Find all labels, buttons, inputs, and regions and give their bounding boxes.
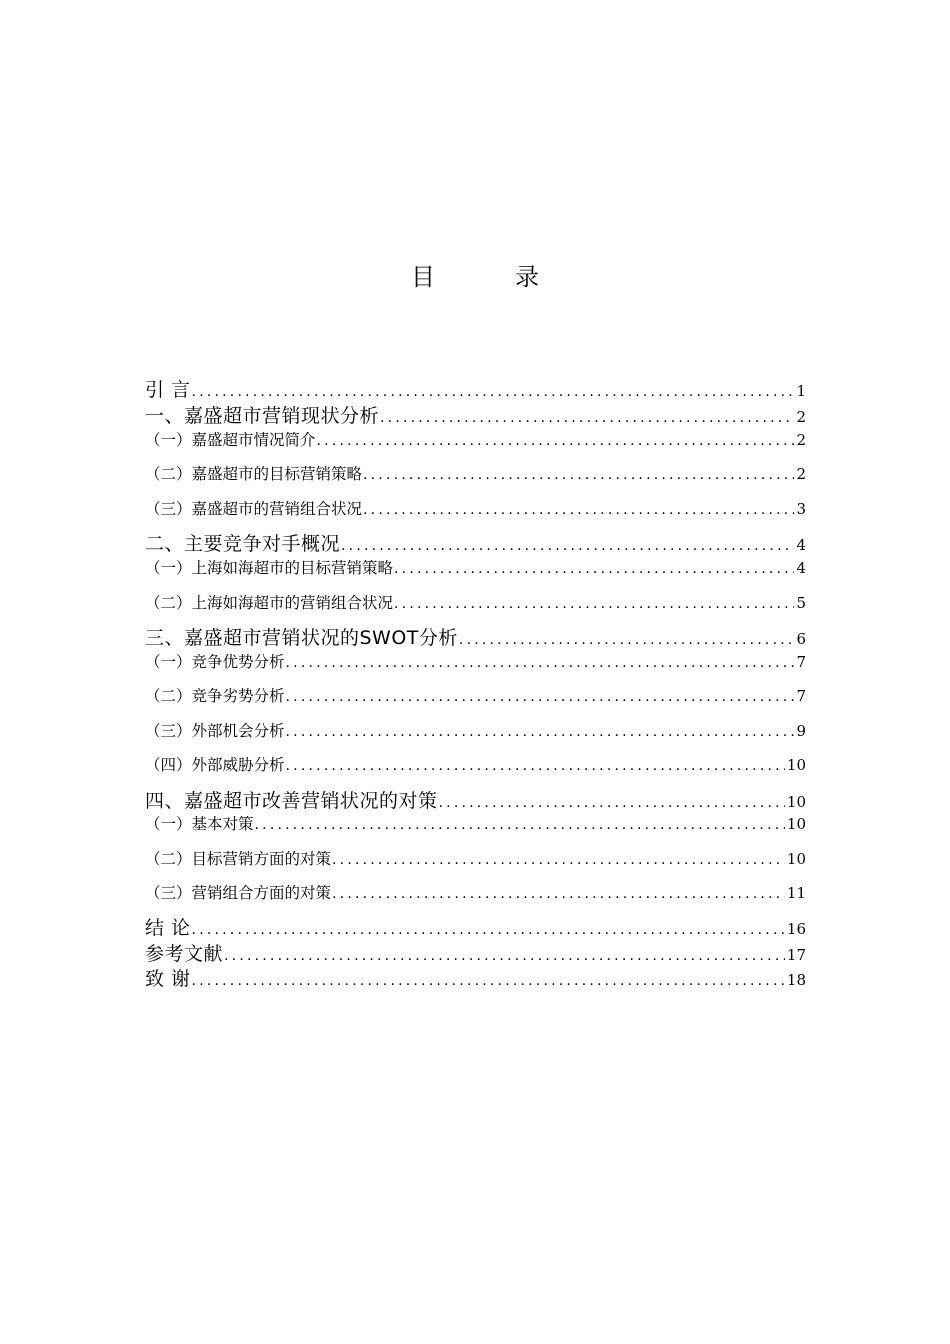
toc-entry-title: 四、嘉盛超市改善营销状况的对策 xyxy=(145,790,438,812)
toc-entry-section-4-1 xyxy=(145,813,806,836)
toc-entry-title: （二）目标营销方面的对策 xyxy=(145,850,332,868)
toc-entry-title: （一）竞争优势分析 xyxy=(145,653,285,671)
toc-entry-introduction xyxy=(145,378,806,404)
toc-page-number: 10 xyxy=(786,756,806,774)
toc-entry-title: （二）嘉盛超市的目标营销策略 xyxy=(145,465,363,483)
dot-leader xyxy=(191,380,795,404)
toc-entry-title: （二）竞争劣势分析 xyxy=(145,687,285,705)
toc-page-number: 16 xyxy=(786,920,806,938)
toc-entry-title: （一）上海如海超市的目标营销策略 xyxy=(145,559,394,577)
toc-entry-title: 参考文献 xyxy=(145,943,224,965)
dot-leader xyxy=(393,558,794,580)
dot-leader xyxy=(331,849,785,871)
toc-entry-title: 结 论 xyxy=(145,917,191,939)
toc-page-number: 7 xyxy=(796,687,806,705)
toc-entry-title: （四）外部威胁分析 xyxy=(145,756,285,774)
dot-leader xyxy=(254,814,785,836)
dot-leader xyxy=(285,755,785,777)
toc-page-number: 17 xyxy=(786,946,806,964)
toc-entry-acknowledgements xyxy=(145,967,806,993)
toc-entry-title: （三）嘉盛超市的营销组合状况 xyxy=(145,500,363,518)
toc-entry-chapter-4 xyxy=(145,789,806,815)
dot-leader xyxy=(285,652,795,674)
toc-entry-section-3-3 xyxy=(145,720,806,743)
dot-leader xyxy=(393,593,794,615)
toc-entry-title: （一）基本对策 xyxy=(145,815,254,833)
toc-entry-section-1-2 xyxy=(145,463,806,486)
toc-page-number: 6 xyxy=(796,630,806,648)
dot-leader xyxy=(438,791,785,815)
toc-page-number: 10 xyxy=(786,815,806,833)
toc-entry-section-4-3 xyxy=(145,882,806,905)
toc-page-number: 18 xyxy=(786,971,806,989)
toc-page-number: 2 xyxy=(796,431,806,449)
toc-entry-chapter-1 xyxy=(145,404,806,430)
toc-page-number: 10 xyxy=(786,850,806,868)
toc-page-number: 11 xyxy=(786,884,806,902)
toc-entry-chapter-3 xyxy=(145,626,806,652)
toc-entry-title: 二、主要竞争对手概况 xyxy=(145,533,341,555)
dot-leader xyxy=(285,686,795,708)
toc-entry-section-3-2 xyxy=(145,685,806,708)
toc-page-number: 7 xyxy=(796,653,806,671)
toc-entry-section-2-2 xyxy=(145,592,806,615)
toc-page-number: 2 xyxy=(796,465,806,483)
dot-leader xyxy=(331,883,785,905)
toc-entry-chapter-2 xyxy=(145,532,806,558)
dot-leader xyxy=(379,406,794,430)
toc-entry-title: 引 言 xyxy=(145,379,191,401)
dot-leader xyxy=(340,534,794,558)
dot-leader xyxy=(285,721,795,743)
toc-entry-references xyxy=(145,942,806,968)
toc-entry-title: （三）外部机会分析 xyxy=(145,722,285,740)
toc-page-number: 10 xyxy=(786,793,806,811)
toc-entry-conclusion xyxy=(145,916,806,942)
toc-entry-title: 一、嘉盛超市营销现状分析 xyxy=(145,405,380,427)
toc-page-number: 1 xyxy=(796,382,806,400)
toc-entry-section-2-1 xyxy=(145,557,806,580)
table-of-contents xyxy=(145,0,806,1344)
toc-page-number: 4 xyxy=(796,536,806,554)
toc-page-number: 5 xyxy=(796,594,806,612)
dot-leader xyxy=(191,918,785,942)
toc-entry-section-4-2 xyxy=(145,848,806,871)
dot-leader xyxy=(316,430,795,452)
toc-entry-title: （三）营销组合方面的对策 xyxy=(145,884,332,902)
toc-page-number: 2 xyxy=(796,408,806,426)
toc-entry-section-3-1 xyxy=(145,651,806,674)
toc-entry-title: （二）上海如海超市的营销组合状况 xyxy=(145,594,394,612)
dot-leader xyxy=(362,499,794,521)
dot-leader xyxy=(458,628,795,652)
toc-page-number: 4 xyxy=(796,559,806,577)
toc-entry-title: 致 谢 xyxy=(145,968,191,990)
dot-leader xyxy=(223,944,785,968)
toc-entry-section-1-1 xyxy=(145,429,806,452)
toc-page-number: 9 xyxy=(796,722,806,740)
toc-entry-title: （一）嘉盛超市情况简介 xyxy=(145,431,316,449)
toc-entry-title: 三、嘉盛超市营销状况的SWOT分析 xyxy=(145,627,458,649)
toc-page-number: 3 xyxy=(796,500,806,518)
toc-entry-section-3-4 xyxy=(145,754,806,777)
dot-leader xyxy=(362,464,794,486)
page-title: 目 录 xyxy=(411,263,567,291)
toc-entry-section-1-3 xyxy=(145,498,806,521)
dot-leader xyxy=(191,969,785,993)
